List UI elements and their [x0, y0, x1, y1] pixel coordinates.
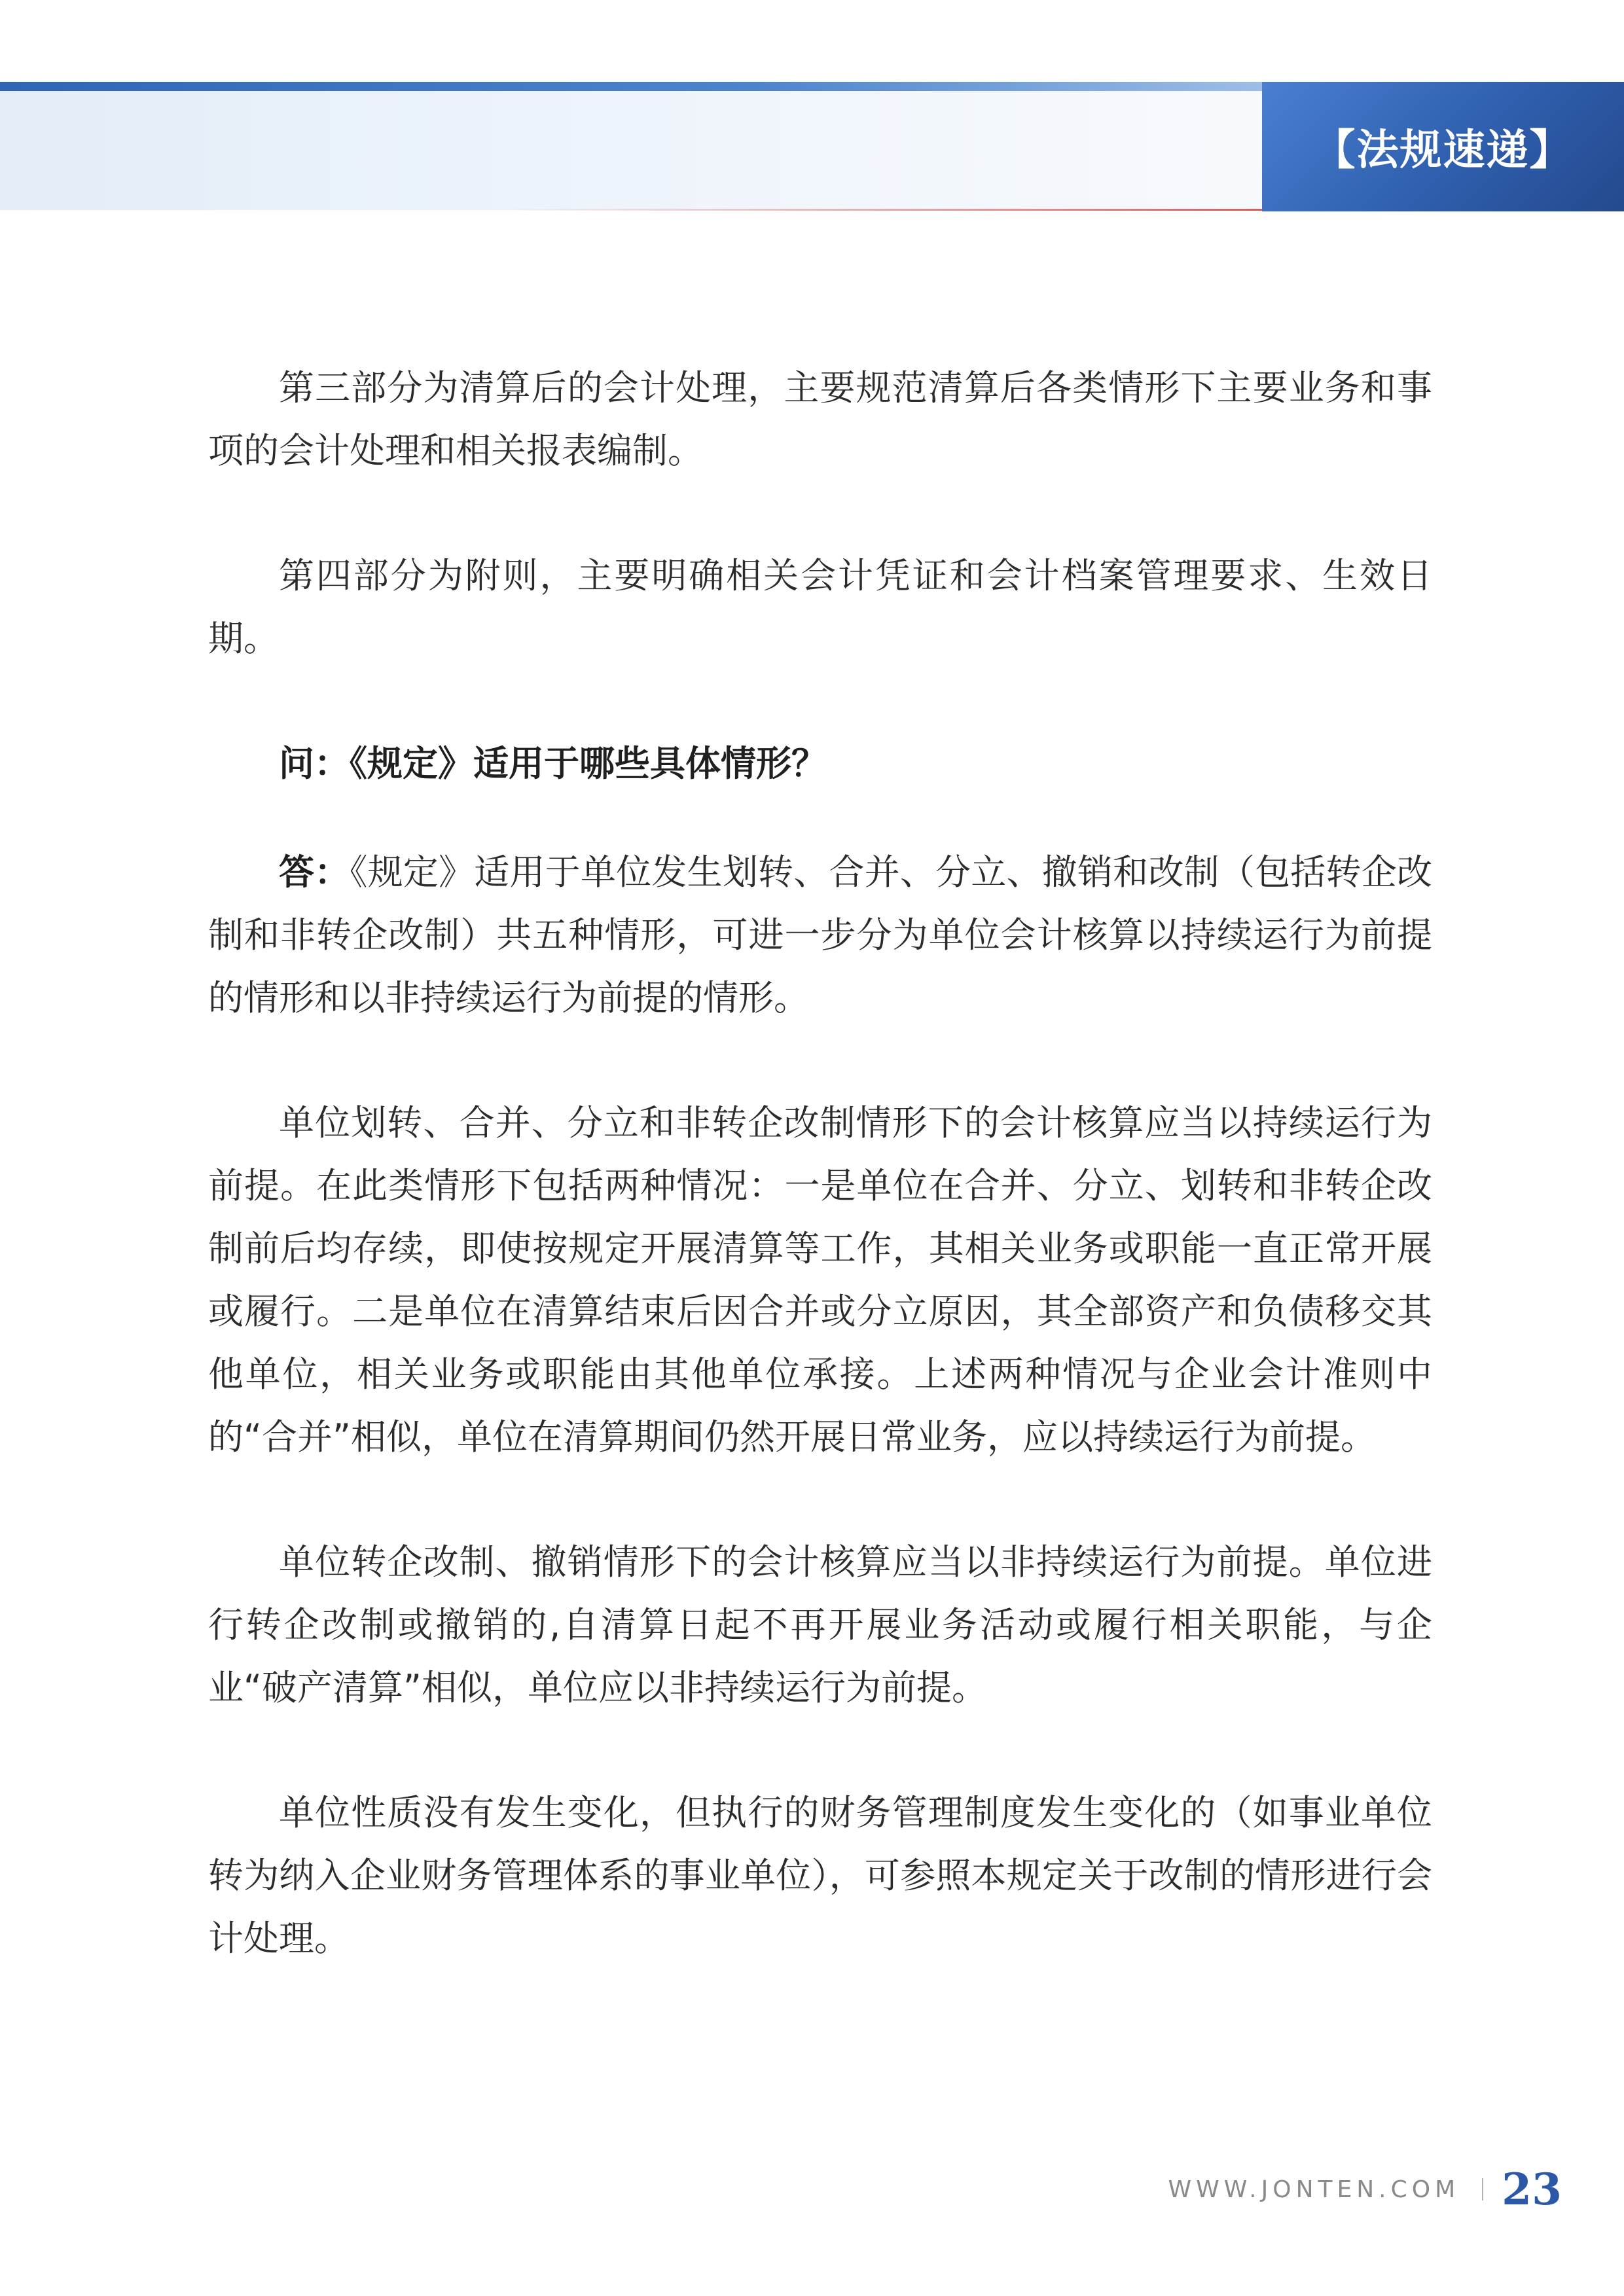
footer-divider	[1482, 2178, 1483, 2200]
section-tag	[1262, 82, 1624, 211]
website-url: WWW.JONTEN.COM	[1168, 2176, 1460, 2203]
paragraph-part-four: 第四部分为附则，主要明确相关会计凭证和会计档案管理要求、生效日期。	[208, 555, 1432, 659]
paragraph-system-change: 单位性质没有发生变化，但执行的财务管理制度发生变化的（如事业单位转为纳入企业财务管理体系的事业单位），可参照本规定关于改制的情形进行会计处理。	[208, 1792, 1432, 1959]
page-footer	[1168, 2163, 1562, 2215]
answer-label: 答：	[279, 852, 350, 893]
paragraph-non-continuous-operation: 单位转企改制、撤销情形下的会计核算应当以非持续运行为前提。单位进行转企改制或撤销的,自清算日起不再开展业务活动或履行相关职能，与企业“破产清算”相似，单位应以非持续运行为前提。	[208, 1541, 1432, 1708]
header-band	[0, 91, 1262, 210]
article-body	[208, 357, 1432, 2032]
paragraph-continuous-operation: 单位划转、合并、分立和非转企改制情形下的会计核算应当以持续运行为前提。在此类情形下包括两种情况：一是单位在合并、分立、划转和非转企改制前后均存续，即使按规定开展清算等工作，其相关业务或职能一直正常开展或履行。二是单位在清算结束后因合并或分立原因，其全部资产和负债移交其他单位，相关业务或职能由其他单位承接。上述两种情况与企业会计准则中的“合并”相似，单位在清算期间仍然开展日常业务，应以持续运行为前提。	[208, 1102, 1432, 1458]
answer-paragraph	[208, 841, 1432, 1030]
answer-text: 《规定》适用于单位发生划转、合并、分立、撤销和改制（包括转企改制和非转企改制）共五种情形，可进一步分为单位会计核算以持续运行为前提的情形和以非持续运行为前提的情形。	[208, 852, 1432, 1018]
paragraph-part-three: 第三部分为清算后的会计处理，主要规范清算后各类情形下主要业务和事项的会计处理和相关报表编制。	[208, 367, 1432, 471]
header-top-rule	[0, 82, 1262, 91]
question-heading: 问：《规定》适用于哪些具体情形？	[279, 743, 827, 784]
section-tag-label: 【法规速递】	[1313, 126, 1573, 175]
header-accent-line	[497, 209, 1262, 211]
page-number: 23	[1502, 2164, 1562, 2215]
